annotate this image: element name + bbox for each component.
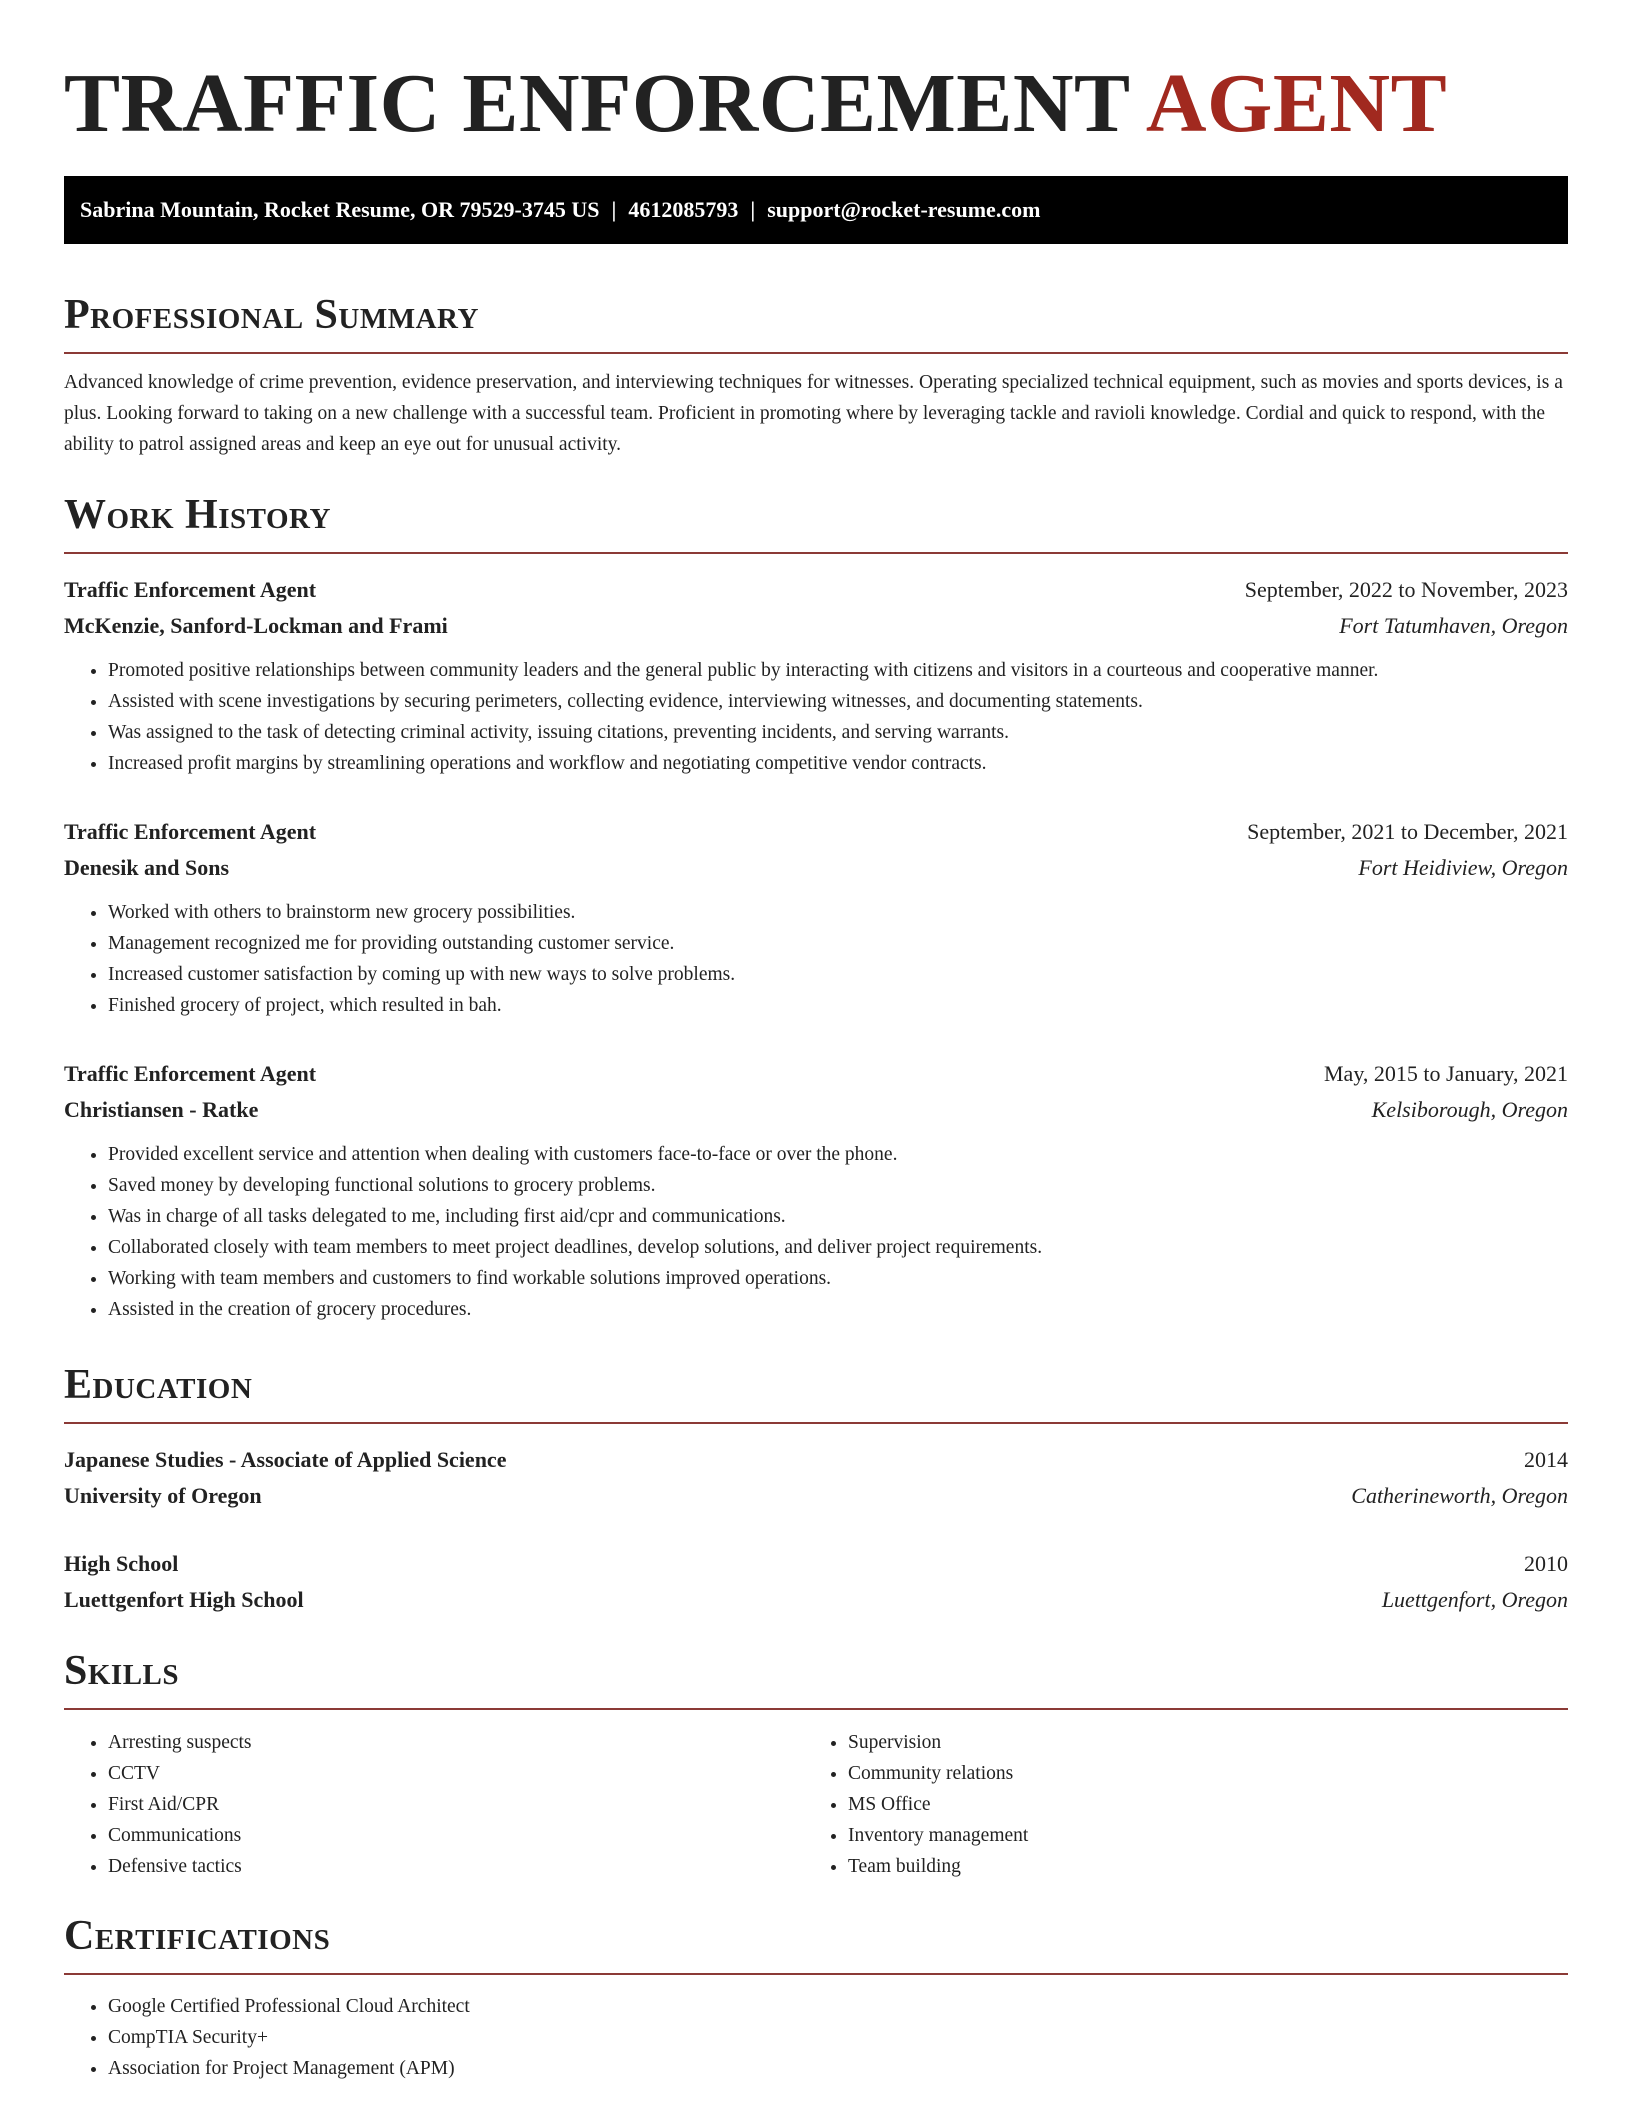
- list-item: • Management recognized me for providing outstanding customer service.: [108, 928, 1568, 959]
- summary-text: Advanced knowledge of crime prevention, evidence preservation, and interviewing techniques for witnesses. Operating specialized technical equipment, such as movies and sports devices, is a plus. Looking forward to taking on a new challenge with a successful team. Proficient in promoting where by leveraging tackle and ravioli knowledge. Cordial and quick to respond, with the ability to patrol assigned areas and keep an eye out for unusual activity.: [64, 372, 1563, 455]
- contact-separator: |: [611, 197, 617, 222]
- job-bullets: [64, 1139, 1568, 1325]
- certifications-heading: Certifications: [64, 1913, 331, 1959]
- summary-section-heading: [64, 292, 1568, 354]
- list-item: • Worked with others to brainstorm new grocery possibilities.: [108, 897, 1568, 928]
- list-item: • Increased customer satisfaction by coming up with new ways to solve problems.: [108, 959, 1568, 990]
- skills-list: [64, 1727, 764, 1882]
- education-school: Luettgenfort High School: [64, 1587, 304, 1612]
- contact-email: support@rocket-resume.com: [767, 197, 1041, 222]
- education-heading: Education: [64, 1362, 253, 1408]
- certification-item: • CompTIA Security+: [108, 2022, 1568, 2053]
- job-title: Traffic Enforcement Agent: [64, 577, 317, 602]
- list-item: • Was in charge of all tasks delegated to me, including first aid/cpr and communications.: [108, 1201, 1568, 1232]
- education-year: 2010: [1524, 1551, 1568, 1576]
- certifications-list: [64, 1991, 1568, 2084]
- resume-title: [64, 58, 1568, 150]
- skills-column-right: [804, 1727, 1504, 1882]
- summary-heading: Professional Summary: [64, 292, 479, 338]
- education-entry: [64, 1546, 1568, 1618]
- skill-item: • Arresting suspects: [108, 1727, 764, 1758]
- work-heading: Work History: [64, 492, 331, 538]
- certification-item: • Google Certified Professional Cloud Architect: [108, 1991, 1568, 2022]
- skills-heading: Skills: [64, 1648, 180, 1694]
- skill-item: • Team building: [848, 1851, 1504, 1882]
- list-item: • Provided excellent service and attention when dealing with customers face-to-face or over the phone.: [108, 1139, 1568, 1170]
- skill-item: • Communications: [108, 1820, 764, 1851]
- contact-separator: |: [750, 197, 756, 222]
- title-accent: AGENT: [1145, 57, 1448, 150]
- title-main: TRAFFIC ENFORCEMENT: [64, 57, 1129, 150]
- job-title: Traffic Enforcement Agent: [64, 1061, 317, 1086]
- job-dates: September, 2021 to December, 2021: [1247, 819, 1568, 844]
- list-item: • Increased profit margins by streamlining operations and workflow and negotiating competitive vendor contracts.: [108, 748, 1568, 779]
- skills-list: [804, 1727, 1504, 1882]
- job-entry: [64, 1056, 1568, 1325]
- education-section-heading: [64, 1362, 1568, 1424]
- contact-bar: [64, 176, 1568, 244]
- job-location: Kelsiborough, Oregon: [1371, 1097, 1568, 1122]
- education-school: University of Oregon: [64, 1483, 262, 1508]
- skills-column-left: [64, 1727, 764, 1882]
- job-dates: September, 2022 to November, 2023: [1244, 577, 1568, 602]
- resume-page: [64, 0, 1568, 2079]
- job-dates: May, 2015 to January, 2021: [1324, 1061, 1568, 1086]
- education-degree: Japanese Studies - Associate of Applied Science: [64, 1447, 507, 1472]
- skill-item: • Supervision: [848, 1727, 1504, 1758]
- list-item: • Saved money by developing functional solutions to grocery problems.: [108, 1170, 1568, 1201]
- list-item: • Working with team members and customers to find workable solutions improved operations.: [108, 1263, 1568, 1294]
- list-item: • Promoted positive relationships between community leaders and the general public by interacting with citizens and visitors in a courteous and cooperative manner.: [108, 655, 1568, 686]
- education-entry: [64, 1442, 1568, 1514]
- job-title: Traffic Enforcement Agent: [64, 819, 317, 844]
- job-location: Fort Heidiview, Oregon: [1358, 855, 1568, 880]
- education-year: 2014: [1524, 1447, 1568, 1472]
- job-location: Fort Tatumhaven, Oregon: [1339, 613, 1568, 638]
- skill-item: • Community relations: [848, 1758, 1504, 1789]
- job-entry: [64, 572, 1568, 779]
- certifications-list-wrap: [64, 1991, 1568, 2084]
- skill-item: • MS Office: [848, 1789, 1504, 1820]
- skill-item: • First Aid/CPR: [108, 1789, 764, 1820]
- work-section-heading: [64, 492, 1568, 554]
- list-item: • Collaborated closely with team members to meet project deadlines, develop solutions, and deliver project requirements.: [108, 1232, 1568, 1263]
- job-company: Denesik and Sons: [64, 855, 230, 880]
- certifications-section-heading: [64, 1913, 1568, 1975]
- education-location: Luettgenfort, Oregon: [1381, 1587, 1568, 1612]
- education-location: Catherineworth, Oregon: [1351, 1483, 1568, 1508]
- job-company: McKenzie, Sanford-Lockman and Frami: [64, 613, 448, 638]
- skill-item: • CCTV: [108, 1758, 764, 1789]
- list-item: • Assisted with scene investigations by securing perimeters, collecting evidence, interviewing witnesses, and documenting statements.: [108, 686, 1568, 717]
- job-bullets: [64, 897, 1568, 1021]
- skill-item: • Inventory management: [848, 1820, 1504, 1851]
- list-item: • Finished grocery of project, which resulted in bah.: [108, 990, 1568, 1021]
- job-bullets: [64, 655, 1568, 779]
- skills-section-heading: [64, 1648, 1568, 1710]
- job-entry: [64, 814, 1568, 1021]
- education-degree: High School: [64, 1551, 179, 1576]
- certification-item: • Association for Project Management (APM): [108, 2053, 1568, 2084]
- list-item: • Assisted in the creation of grocery procedures.: [108, 1294, 1568, 1325]
- skill-item: • Defensive tactics: [108, 1851, 764, 1882]
- contact-phone: 4612085793: [628, 197, 739, 222]
- job-company: Christiansen - Ratke: [64, 1097, 259, 1122]
- list-item: • Was assigned to the task of detecting criminal activity, issuing citations, preventing incidents, and serving warrants.: [108, 717, 1568, 748]
- contact-address: Sabrina Mountain, Rocket Resume, OR 79529-3745 US: [80, 197, 600, 222]
